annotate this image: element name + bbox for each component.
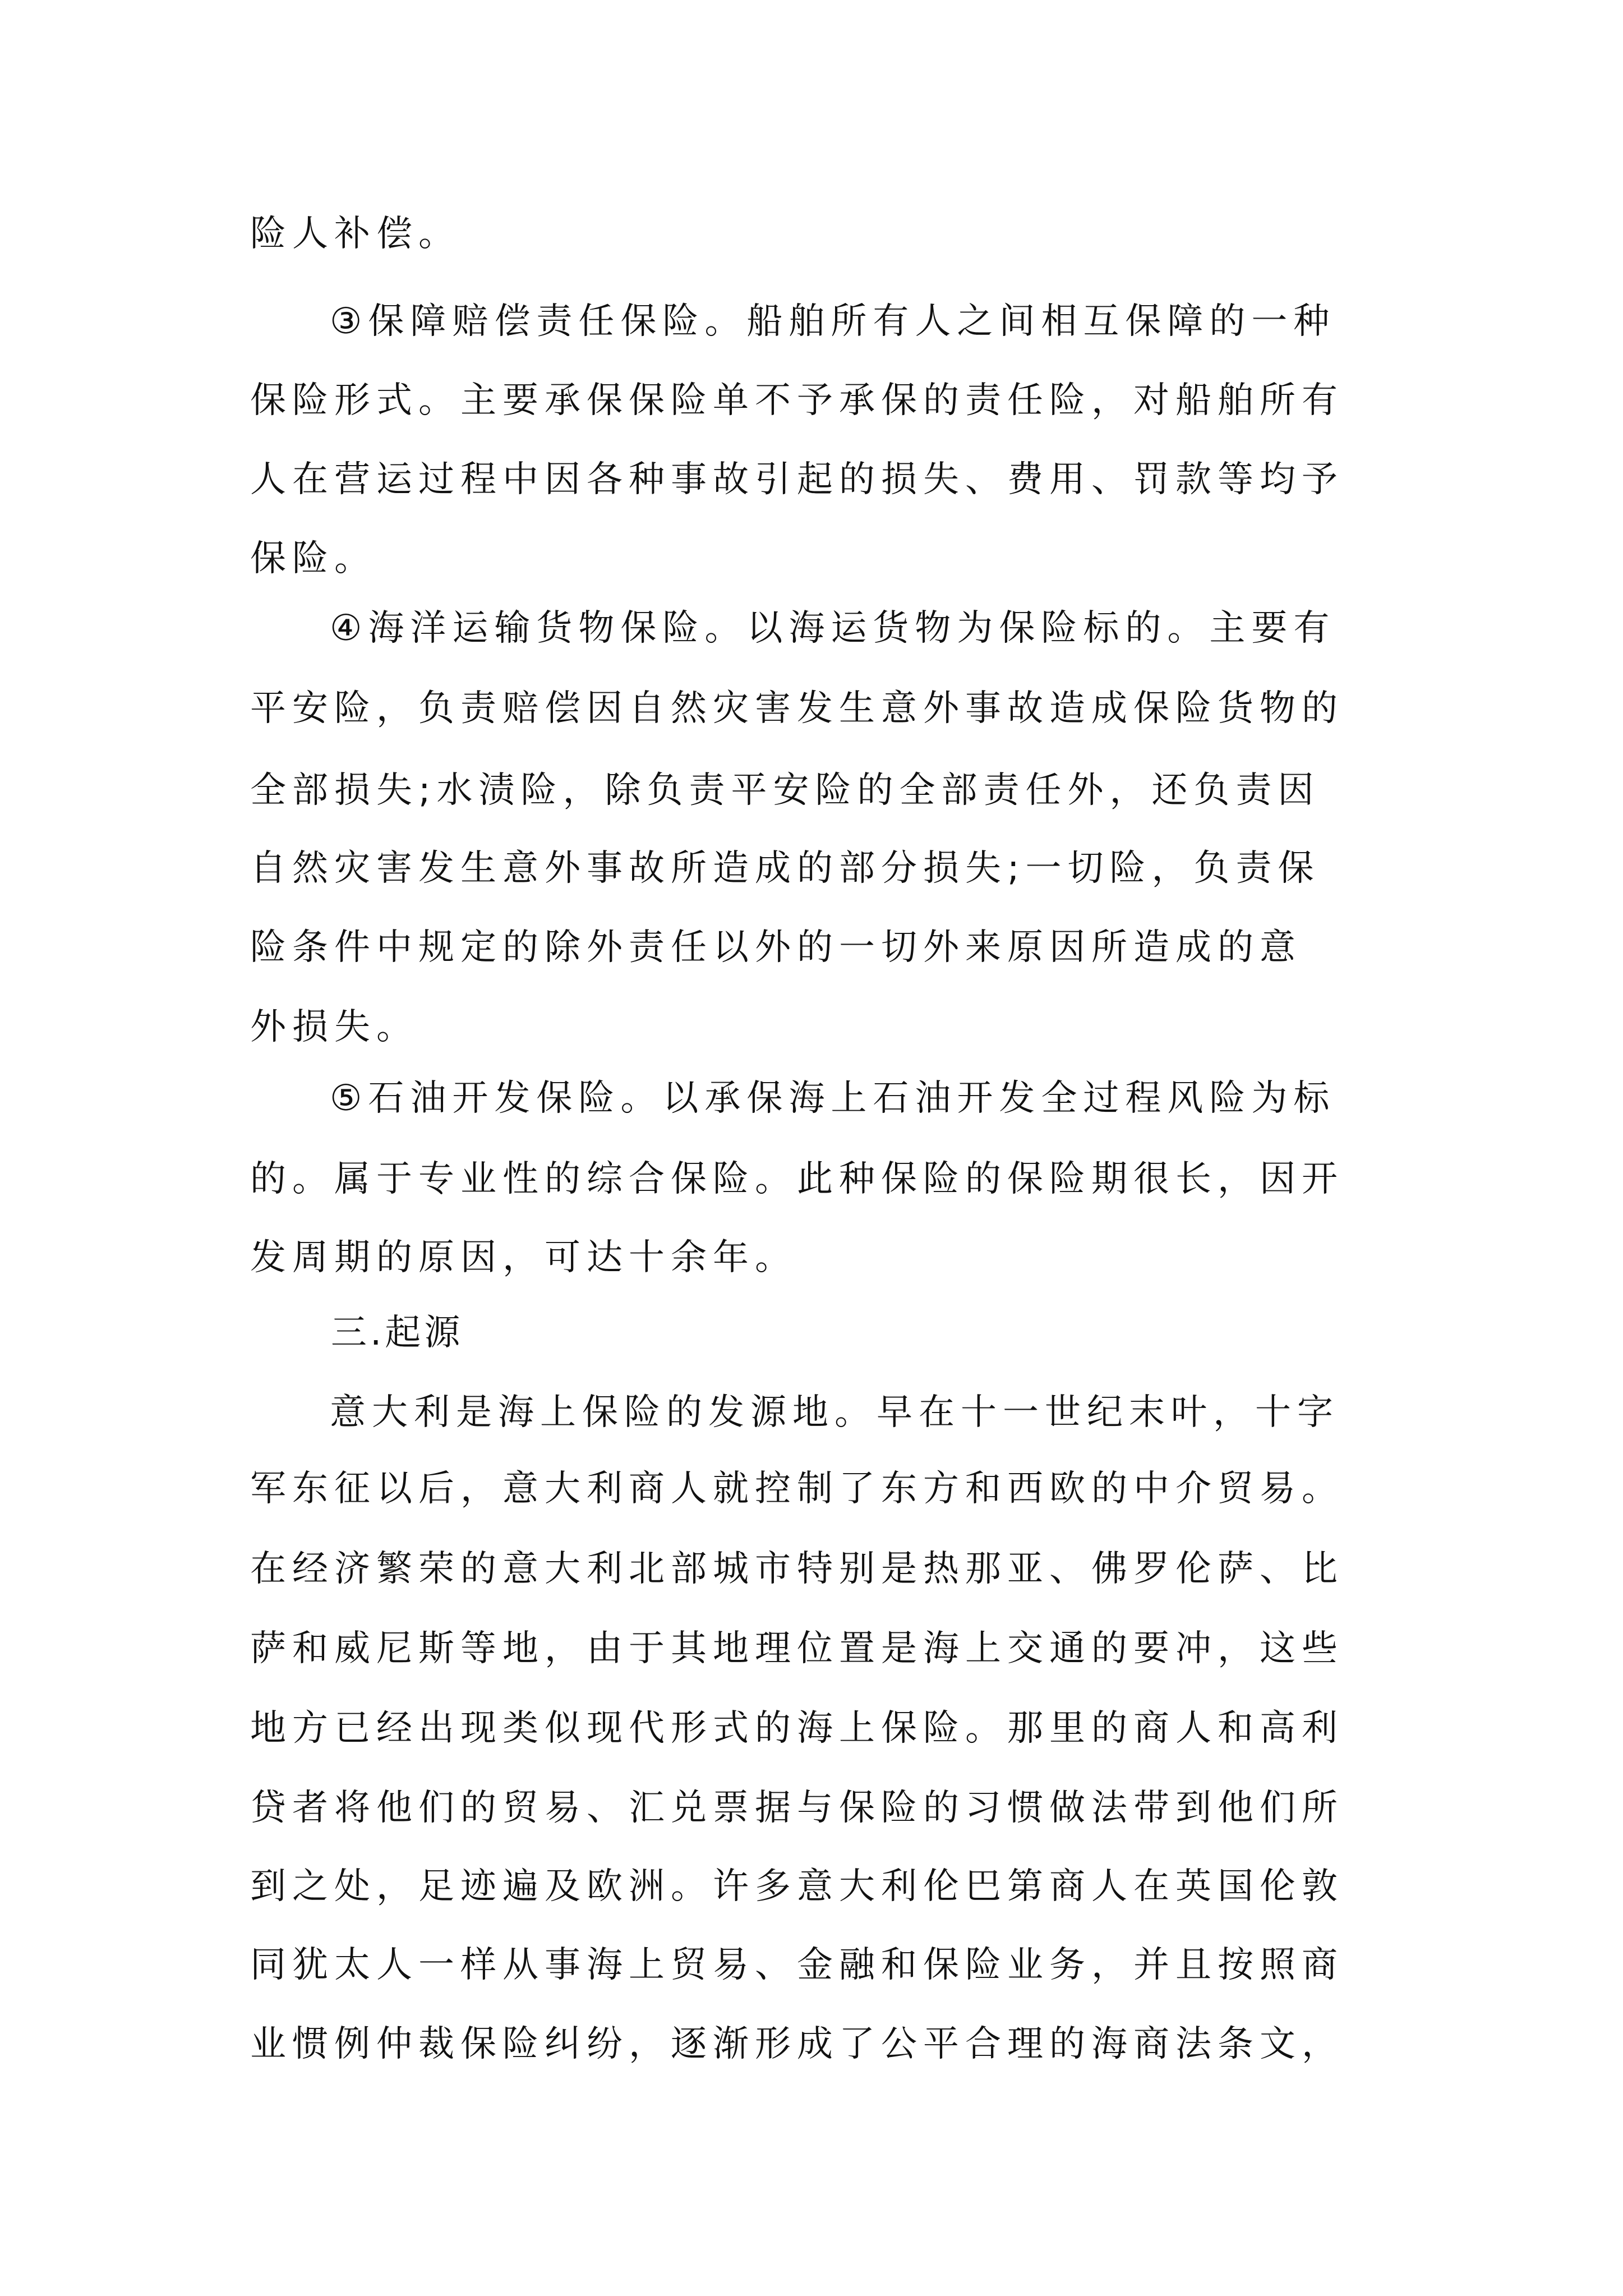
text-line: 险条件中规定的除外责任以外的一切外来原因所造成的意 xyxy=(250,927,1302,968)
text-line: 保险。 xyxy=(250,538,376,579)
paragraph-first-line: ⑤石油开发保险。以承保海上石油开发全过程风险为标 xyxy=(330,1078,1336,1119)
text-line: 外损失。 xyxy=(250,1006,418,1048)
paragraph-first-line: ③保障赔偿责任保险。船舶所有人之间相互保障的一种 xyxy=(330,301,1336,342)
text-line: 发周期的原因，可达十余年。 xyxy=(250,1237,797,1278)
text-line: 萨和威尼斯等地，由于其地理位置是海上交通的要冲，这些 xyxy=(250,1628,1344,1669)
text-line: 同犹太人一样从事海上贸易、金融和保险业务，并且按照商 xyxy=(250,1944,1344,1986)
text-line: 贷者将他们的贸易、汇兑票据与保险的习惯做法带到他们所 xyxy=(250,1787,1344,1829)
text-line: 军东征以后，意大利商人就控制了东方和西欧的中介贸易。 xyxy=(250,1468,1344,1510)
text-line: 业惯例仲裁保险纠纷，逐渐形成了公平合理的海商法条文， xyxy=(250,2023,1344,2065)
section-heading: 三.起源 xyxy=(331,1312,464,1354)
text-line: 自然灾害发生意外事故所造成的部分损失;一切险，负责保 xyxy=(250,848,1320,889)
text-line: 在经济繁荣的意大利北部城市特别是热那亚、佛罗伦萨、比 xyxy=(250,1548,1344,1590)
text-line: 平安险，负责赔偿因自然灾害发生意外事故造成保险货物的 xyxy=(250,688,1344,729)
text-line: 保险形式。主要承保保险单不予承保的责任险，对船舶所有 xyxy=(250,380,1344,421)
paragraph-first-line: 意大利是海上保险的发源地。早在十一世纪末叶，十字 xyxy=(330,1392,1339,1433)
text-line: 地方已经出现类似现代形式的海上保险。那里的商人和高利 xyxy=(250,1708,1344,1749)
text-line: 到之处，足迹遍及欧洲。许多意大利伦巴第商人在英国伦敦 xyxy=(250,1866,1344,1907)
text-line: 全部损失;水渍险，除负责平安险的全部责任外，还负责因 xyxy=(250,770,1320,811)
text-line: 险人补偿。 xyxy=(250,213,460,255)
paragraph-first-line: ④海洋运输货物保险。以海运货物为保险标的。主要有 xyxy=(330,608,1336,649)
text-line: 的。属于专业性的综合保险。此种保险的保险期很长，因开 xyxy=(250,1158,1344,1200)
text-line: 人在营运过程中因各种事故引起的损失、费用、罚款等均予 xyxy=(250,459,1344,500)
